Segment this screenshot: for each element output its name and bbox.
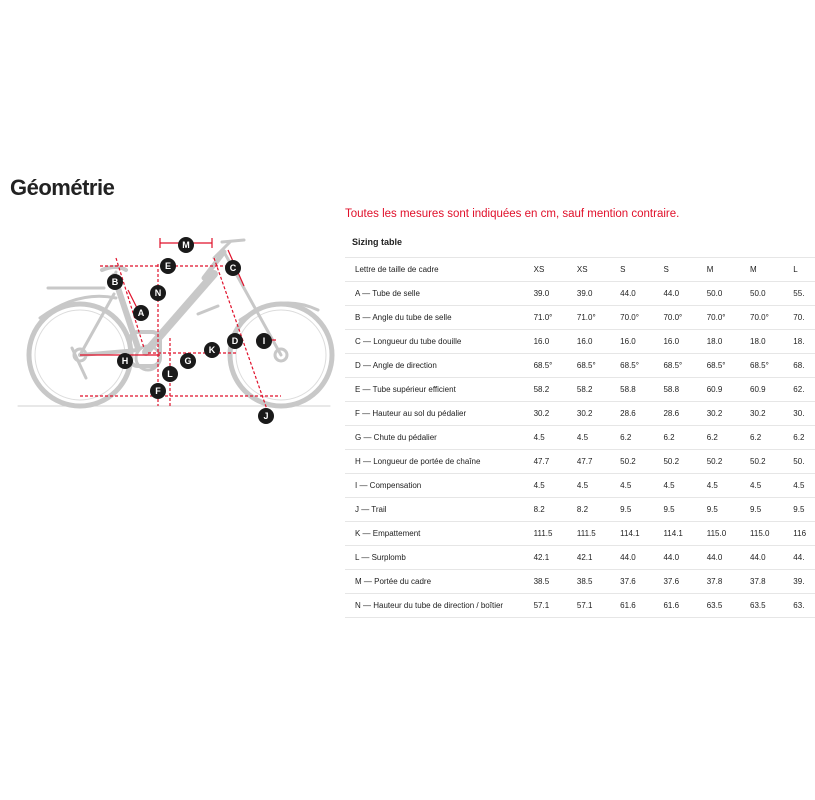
table-row bbox=[345, 330, 815, 354]
row-label: K — Empattement bbox=[345, 522, 534, 546]
header-cell: M bbox=[750, 258, 793, 282]
marker-j bbox=[258, 408, 274, 424]
cell: 30. bbox=[793, 402, 815, 426]
row-label: F — Hauteur au sol du pédalier bbox=[345, 402, 534, 426]
cell: 68.5° bbox=[534, 354, 577, 378]
cell: 61.6 bbox=[663, 594, 706, 618]
cell: 47.7 bbox=[534, 450, 577, 474]
page-title: Géométrie bbox=[10, 175, 115, 200]
header-cell: L bbox=[793, 258, 815, 282]
marker-c bbox=[225, 260, 241, 276]
cell: 37.6 bbox=[620, 570, 663, 594]
marker-m-label: M bbox=[182, 240, 190, 250]
cell: 44.0 bbox=[663, 546, 706, 570]
table-row bbox=[345, 450, 815, 474]
cell: 4.5 bbox=[534, 474, 577, 498]
cell: 30.2 bbox=[577, 402, 620, 426]
cell: 6.2 bbox=[750, 426, 793, 450]
cell: 50.2 bbox=[663, 450, 706, 474]
cell: 4.5 bbox=[534, 426, 577, 450]
cell: 16.0 bbox=[577, 330, 620, 354]
cell: 111.5 bbox=[577, 522, 620, 546]
cell: 18.0 bbox=[707, 330, 750, 354]
cell: 70. bbox=[793, 306, 815, 330]
cell: 68.5° bbox=[620, 354, 663, 378]
cell: 50.2 bbox=[707, 450, 750, 474]
sizing-table-caption: Sizing table bbox=[352, 237, 403, 247]
row-label: E — Tube supérieur efficient bbox=[345, 378, 534, 402]
cell: 50. bbox=[793, 450, 815, 474]
cell: 44.0 bbox=[663, 282, 706, 306]
marker-g bbox=[180, 353, 196, 369]
row-label: M — Portée du cadre bbox=[345, 570, 534, 594]
cell: 50.2 bbox=[750, 450, 793, 474]
row-label: I — Compensation bbox=[345, 474, 534, 498]
marker-h-label: H bbox=[121, 356, 129, 366]
cell: 42.1 bbox=[534, 546, 577, 570]
cell: 44.0 bbox=[620, 546, 663, 570]
cell: 63.5 bbox=[750, 594, 793, 618]
cell: 39.0 bbox=[534, 282, 577, 306]
units-notice: Toutes les mesures sont indiquées en cm, sauf mention contraire. bbox=[345, 208, 680, 220]
cell: 60.9 bbox=[707, 378, 750, 402]
marker-e-label: E bbox=[164, 261, 172, 271]
dimension-lines bbox=[80, 238, 281, 418]
cell: 16.0 bbox=[620, 330, 663, 354]
cell: 63.5 bbox=[707, 594, 750, 618]
cell: 57.1 bbox=[534, 594, 577, 618]
cell: 4.5 bbox=[750, 474, 793, 498]
table-row bbox=[345, 498, 815, 522]
marker-g-label: G bbox=[184, 356, 192, 366]
cell: 37.8 bbox=[750, 570, 793, 594]
header-cell: XS bbox=[534, 258, 577, 282]
marker-a bbox=[133, 305, 149, 321]
marker-f-label: F bbox=[155, 386, 161, 396]
cell: 4.5 bbox=[663, 474, 706, 498]
cell: 9.5 bbox=[793, 498, 815, 522]
cell: 68.5° bbox=[750, 354, 793, 378]
table-row bbox=[345, 594, 815, 618]
cell: 4.5 bbox=[577, 474, 620, 498]
table-row bbox=[345, 522, 815, 546]
marker-b bbox=[107, 274, 123, 290]
cell: 44.0 bbox=[620, 282, 663, 306]
cell: 68.5° bbox=[577, 354, 620, 378]
cell: 4.5 bbox=[577, 426, 620, 450]
cell: 68.5° bbox=[707, 354, 750, 378]
cell: 18.0 bbox=[750, 330, 793, 354]
marker-n-label: N bbox=[154, 288, 162, 298]
header-cell: M bbox=[707, 258, 750, 282]
cell: 8.2 bbox=[534, 498, 577, 522]
cell: 111.5 bbox=[534, 522, 577, 546]
cell: 115.0 bbox=[750, 522, 793, 546]
header-cell: S bbox=[620, 258, 663, 282]
header-cell: S bbox=[663, 258, 706, 282]
marker-l bbox=[162, 366, 178, 382]
marker-k bbox=[204, 342, 220, 358]
table-row bbox=[345, 570, 815, 594]
marker-d-label: D bbox=[231, 336, 239, 346]
cell: 70.0° bbox=[750, 306, 793, 330]
cell: 9.5 bbox=[663, 498, 706, 522]
row-label: B — Angle du tube de selle bbox=[345, 306, 534, 330]
cell: 70.0° bbox=[663, 306, 706, 330]
cell: 28.6 bbox=[620, 402, 663, 426]
cell: 61.6 bbox=[620, 594, 663, 618]
cell: 44.0 bbox=[750, 546, 793, 570]
cell: 37.8 bbox=[707, 570, 750, 594]
row-label: J — Trail bbox=[345, 498, 534, 522]
cell: 57.1 bbox=[577, 594, 620, 618]
table-row bbox=[345, 354, 815, 378]
sizing-table-section bbox=[345, 233, 807, 623]
cell: 68.5° bbox=[663, 354, 706, 378]
cell: 47.7 bbox=[577, 450, 620, 474]
cell: 30.2 bbox=[707, 402, 750, 426]
marker-i bbox=[256, 333, 272, 349]
cell: 6.2 bbox=[620, 426, 663, 450]
cell: 30.2 bbox=[534, 402, 577, 426]
cell: 8.2 bbox=[577, 498, 620, 522]
cell: 50.2 bbox=[620, 450, 663, 474]
cell: 63. bbox=[793, 594, 815, 618]
cell: 70.0° bbox=[707, 306, 750, 330]
cell: 70.0° bbox=[620, 306, 663, 330]
cell: 68. bbox=[793, 354, 815, 378]
cell: 18. bbox=[793, 330, 815, 354]
cell: 39. bbox=[793, 570, 815, 594]
cell: 114.1 bbox=[620, 522, 663, 546]
cell: 115.0 bbox=[707, 522, 750, 546]
header-cell: XS bbox=[577, 258, 620, 282]
cell: 58.2 bbox=[534, 378, 577, 402]
cell: 116 bbox=[793, 522, 815, 546]
cell: 50.0 bbox=[707, 282, 750, 306]
cell: 9.5 bbox=[620, 498, 663, 522]
cell: 16.0 bbox=[663, 330, 706, 354]
table-row bbox=[345, 282, 815, 306]
sizing-table bbox=[345, 257, 815, 618]
cell: 6.2 bbox=[793, 426, 815, 450]
cell: 71.0° bbox=[577, 306, 620, 330]
table-header-row bbox=[345, 258, 815, 282]
marker-j-label: J bbox=[263, 411, 269, 421]
row-label: G — Chute du pédalier bbox=[345, 426, 534, 450]
cell: 4.5 bbox=[620, 474, 663, 498]
row-label: D — Angle de direction bbox=[345, 354, 534, 378]
cell: 39.0 bbox=[577, 282, 620, 306]
marker-h bbox=[117, 353, 133, 369]
marker-n bbox=[150, 285, 166, 301]
cell: 30.2 bbox=[750, 402, 793, 426]
header-cell: Lettre de taille de cadre bbox=[345, 258, 534, 282]
cell: 55. bbox=[793, 282, 815, 306]
marker-d bbox=[227, 333, 243, 349]
cell: 114.1 bbox=[663, 522, 706, 546]
bike-geometry-diagram bbox=[18, 228, 330, 428]
table-row bbox=[345, 306, 815, 330]
table-row bbox=[345, 378, 815, 402]
cell: 4.5 bbox=[793, 474, 815, 498]
table-row bbox=[345, 546, 815, 570]
cell: 9.5 bbox=[750, 498, 793, 522]
cell: 16.0 bbox=[534, 330, 577, 354]
marker-a-label: A bbox=[137, 308, 145, 318]
table-row bbox=[345, 474, 815, 498]
row-label: C — Longueur du tube douille bbox=[345, 330, 534, 354]
cell: 44.0 bbox=[707, 546, 750, 570]
cell: 6.2 bbox=[707, 426, 750, 450]
row-label: H — Longueur de portée de chaîne bbox=[345, 450, 534, 474]
cell: 71.0° bbox=[534, 306, 577, 330]
cell: 44. bbox=[793, 546, 815, 570]
cell: 58.2 bbox=[577, 378, 620, 402]
cell: 62. bbox=[793, 378, 815, 402]
cell: 4.5 bbox=[707, 474, 750, 498]
cell: 37.6 bbox=[663, 570, 706, 594]
cell: 50.0 bbox=[750, 282, 793, 306]
marker-e bbox=[160, 258, 176, 274]
row-label: A — Tube de selle bbox=[345, 282, 534, 306]
cell: 28.6 bbox=[663, 402, 706, 426]
cell: 60.9 bbox=[750, 378, 793, 402]
cell: 38.5 bbox=[534, 570, 577, 594]
row-label: N — Hauteur du tube de direction / boîtier bbox=[345, 594, 534, 618]
marker-m bbox=[178, 237, 194, 253]
table-row bbox=[345, 402, 815, 426]
cell: 58.8 bbox=[663, 378, 706, 402]
table-row bbox=[345, 426, 815, 450]
cell: 58.8 bbox=[620, 378, 663, 402]
row-label: L — Surplomb bbox=[345, 546, 534, 570]
marker-l-label: L bbox=[167, 369, 173, 379]
cell: 9.5 bbox=[707, 498, 750, 522]
marker-c-label: C bbox=[229, 263, 237, 273]
marker-i-label: I bbox=[262, 336, 266, 346]
cell: 38.5 bbox=[577, 570, 620, 594]
marker-b-label: B bbox=[111, 277, 119, 287]
cell: 42.1 bbox=[577, 546, 620, 570]
marker-k-label: K bbox=[208, 345, 216, 355]
cell: 6.2 bbox=[663, 426, 706, 450]
marker-f bbox=[150, 383, 166, 399]
